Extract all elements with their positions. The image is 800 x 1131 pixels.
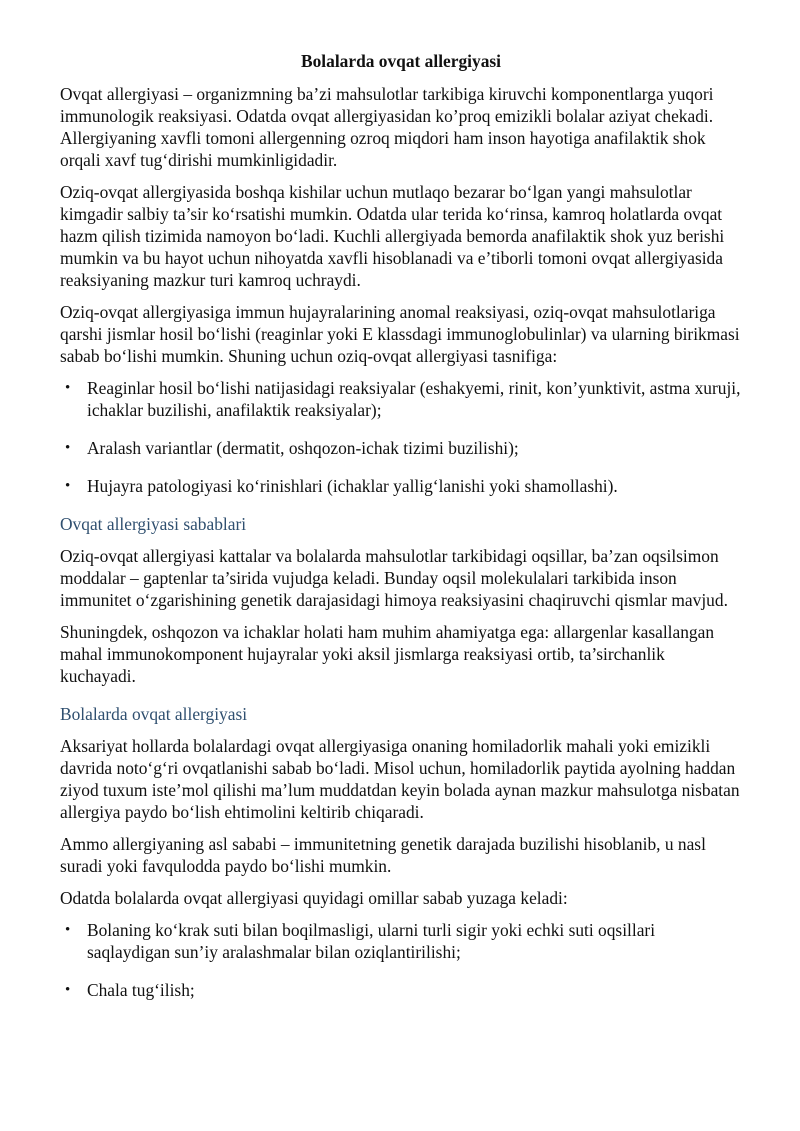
list-item: • Reaginlar hosil bo‘lishi natijasidagi reaksiyalar (eshakyemi, rinit, kon’yunktivit, astma xuruji, ichaklar buzilishi, anafilaktik reaksiyalar);: [60, 377, 742, 421]
paragraph: Shuningdek, oshqozon va ichaklar holati ham muhim ahamiyatga ega: allargenlar kasallangan mahal immunokomponent hujayralar yoki aksil jismlarga reaksiyasi ortib, ta’sirchanlik kuchayadi.: [60, 622, 715, 686]
classification-list: [60, 377, 742, 497]
section-heading: Ovqat allergiyasi sabablari: [60, 514, 247, 534]
paragraph: Oziq-ovqat allergiyasida boshqa kishilar uchun mutlaqo bezarar bo‘lgan yangi mahsulotlar kimgadir salbiy ta’sir ko‘rsatishi mumkin. Odatda ular terida ko‘rinsa, kamroq holatlarda ovqat hazm qilish tizimida namoyon bo‘ladi. Kuchli allergiyada bemorda anafilaktik shok yuz berishi mumkin va bu hayot uchun nihoyatda xavfli hisoblanadi va e’tiborli tomoni ovqat allergiyasida reaksiyaning mazkur turi kamroq uchraydi.: [60, 182, 725, 290]
paragraph: Odatda bolalarda ovqat allergiyasi quyidagi omillar sabab yuzaga keladi:: [60, 888, 568, 908]
paragraph: Oziq-ovqat allergiyasi kattalar va bolalarda mahsulotlar tarkibidagi oqsillar, ba’zan oqsilsimon moddalar – gaptenlar ta’sirida vujudga keladi. Bunday oqsil molekulalari tarkibida inson immunitet o‘zgarishining genetik darajasidagi himoya reaksiyasini chaqiruvchi qismlar mavjud.: [60, 546, 728, 610]
paragraph: Oziq-ovqat allergiyasiga immun hujayralarining anomal reaksiyasi, oziq-ovqat mahsulotlariga qarshi jismlar hosil bo‘lishi (reaginlar yoki E klassdagi immunoglobulinlar) va ularning birikmasi sabab bo‘lishi mumkin. Shuning uchun oziq-ovqat allergiyasi tasnifiga:: [60, 302, 740, 366]
paragraph: Ammo allergiyaning asl sababi – immunitetning genetik darajada buzilishi hisoblanib, u nasl suradi yoki favqulodda paydo bo‘lishi mumkin.: [60, 834, 706, 876]
list-item: • Chala tug‘ilish;: [60, 979, 742, 1001]
section-heading: Bolalarda ovqat allergiyasi: [60, 704, 248, 724]
document-title: Bolalarda ovqat allergiyasi: [301, 51, 501, 71]
paragraph: Ovqat allergiyasi – organizmning ba’zi mahsulotlar tarkibiga kiruvchi komponentlarga yuqori immunologik reaksiyasi. Odatda ovqat allergiyasidan ko’proq emizikli bolalar aziyat chekadi. Allergiyaning xavfli tomoni allergenning ozroq miqdori ham inson hayotiga anafilaktik shok orqali xavf tug‘dirishi mumkinligidadir.: [60, 84, 714, 170]
paragraph: Aksariyat hollarda bolalardagi ovqat allergiyasiga onaning homiladorlik mahali yoki emizikli davrida noto‘g‘ri ovqatlanishi sabab bo‘ladi. Misol uchun, homiladorlik paytida ayolning haddan ziyod tuxum iste’mol qilishi ma’lum muddatdan keyin bolada aynan mazkur mahsulotga nisbatan allergiya paydo bo‘lish ehtimolini keltirib chiqaradi.: [60, 736, 740, 822]
list-item: • Bolaning ko‘krak suti bilan boqilmasligi, ularni turli sigir yoki echki suti oqsillari saqlaydigan sun’iy aralashmalar bilan oziqlantirilishi;: [60, 919, 742, 963]
list-item: • Aralash variantlar (dermatit, oshqozon-ichak tizimi buzilishi);: [60, 437, 742, 459]
factors-list: [60, 919, 742, 1001]
list-item: • Hujayra patologiyasi ko‘rinishlari (ichaklar yallig‘lanishi yoki shamollashi).: [60, 475, 742, 497]
